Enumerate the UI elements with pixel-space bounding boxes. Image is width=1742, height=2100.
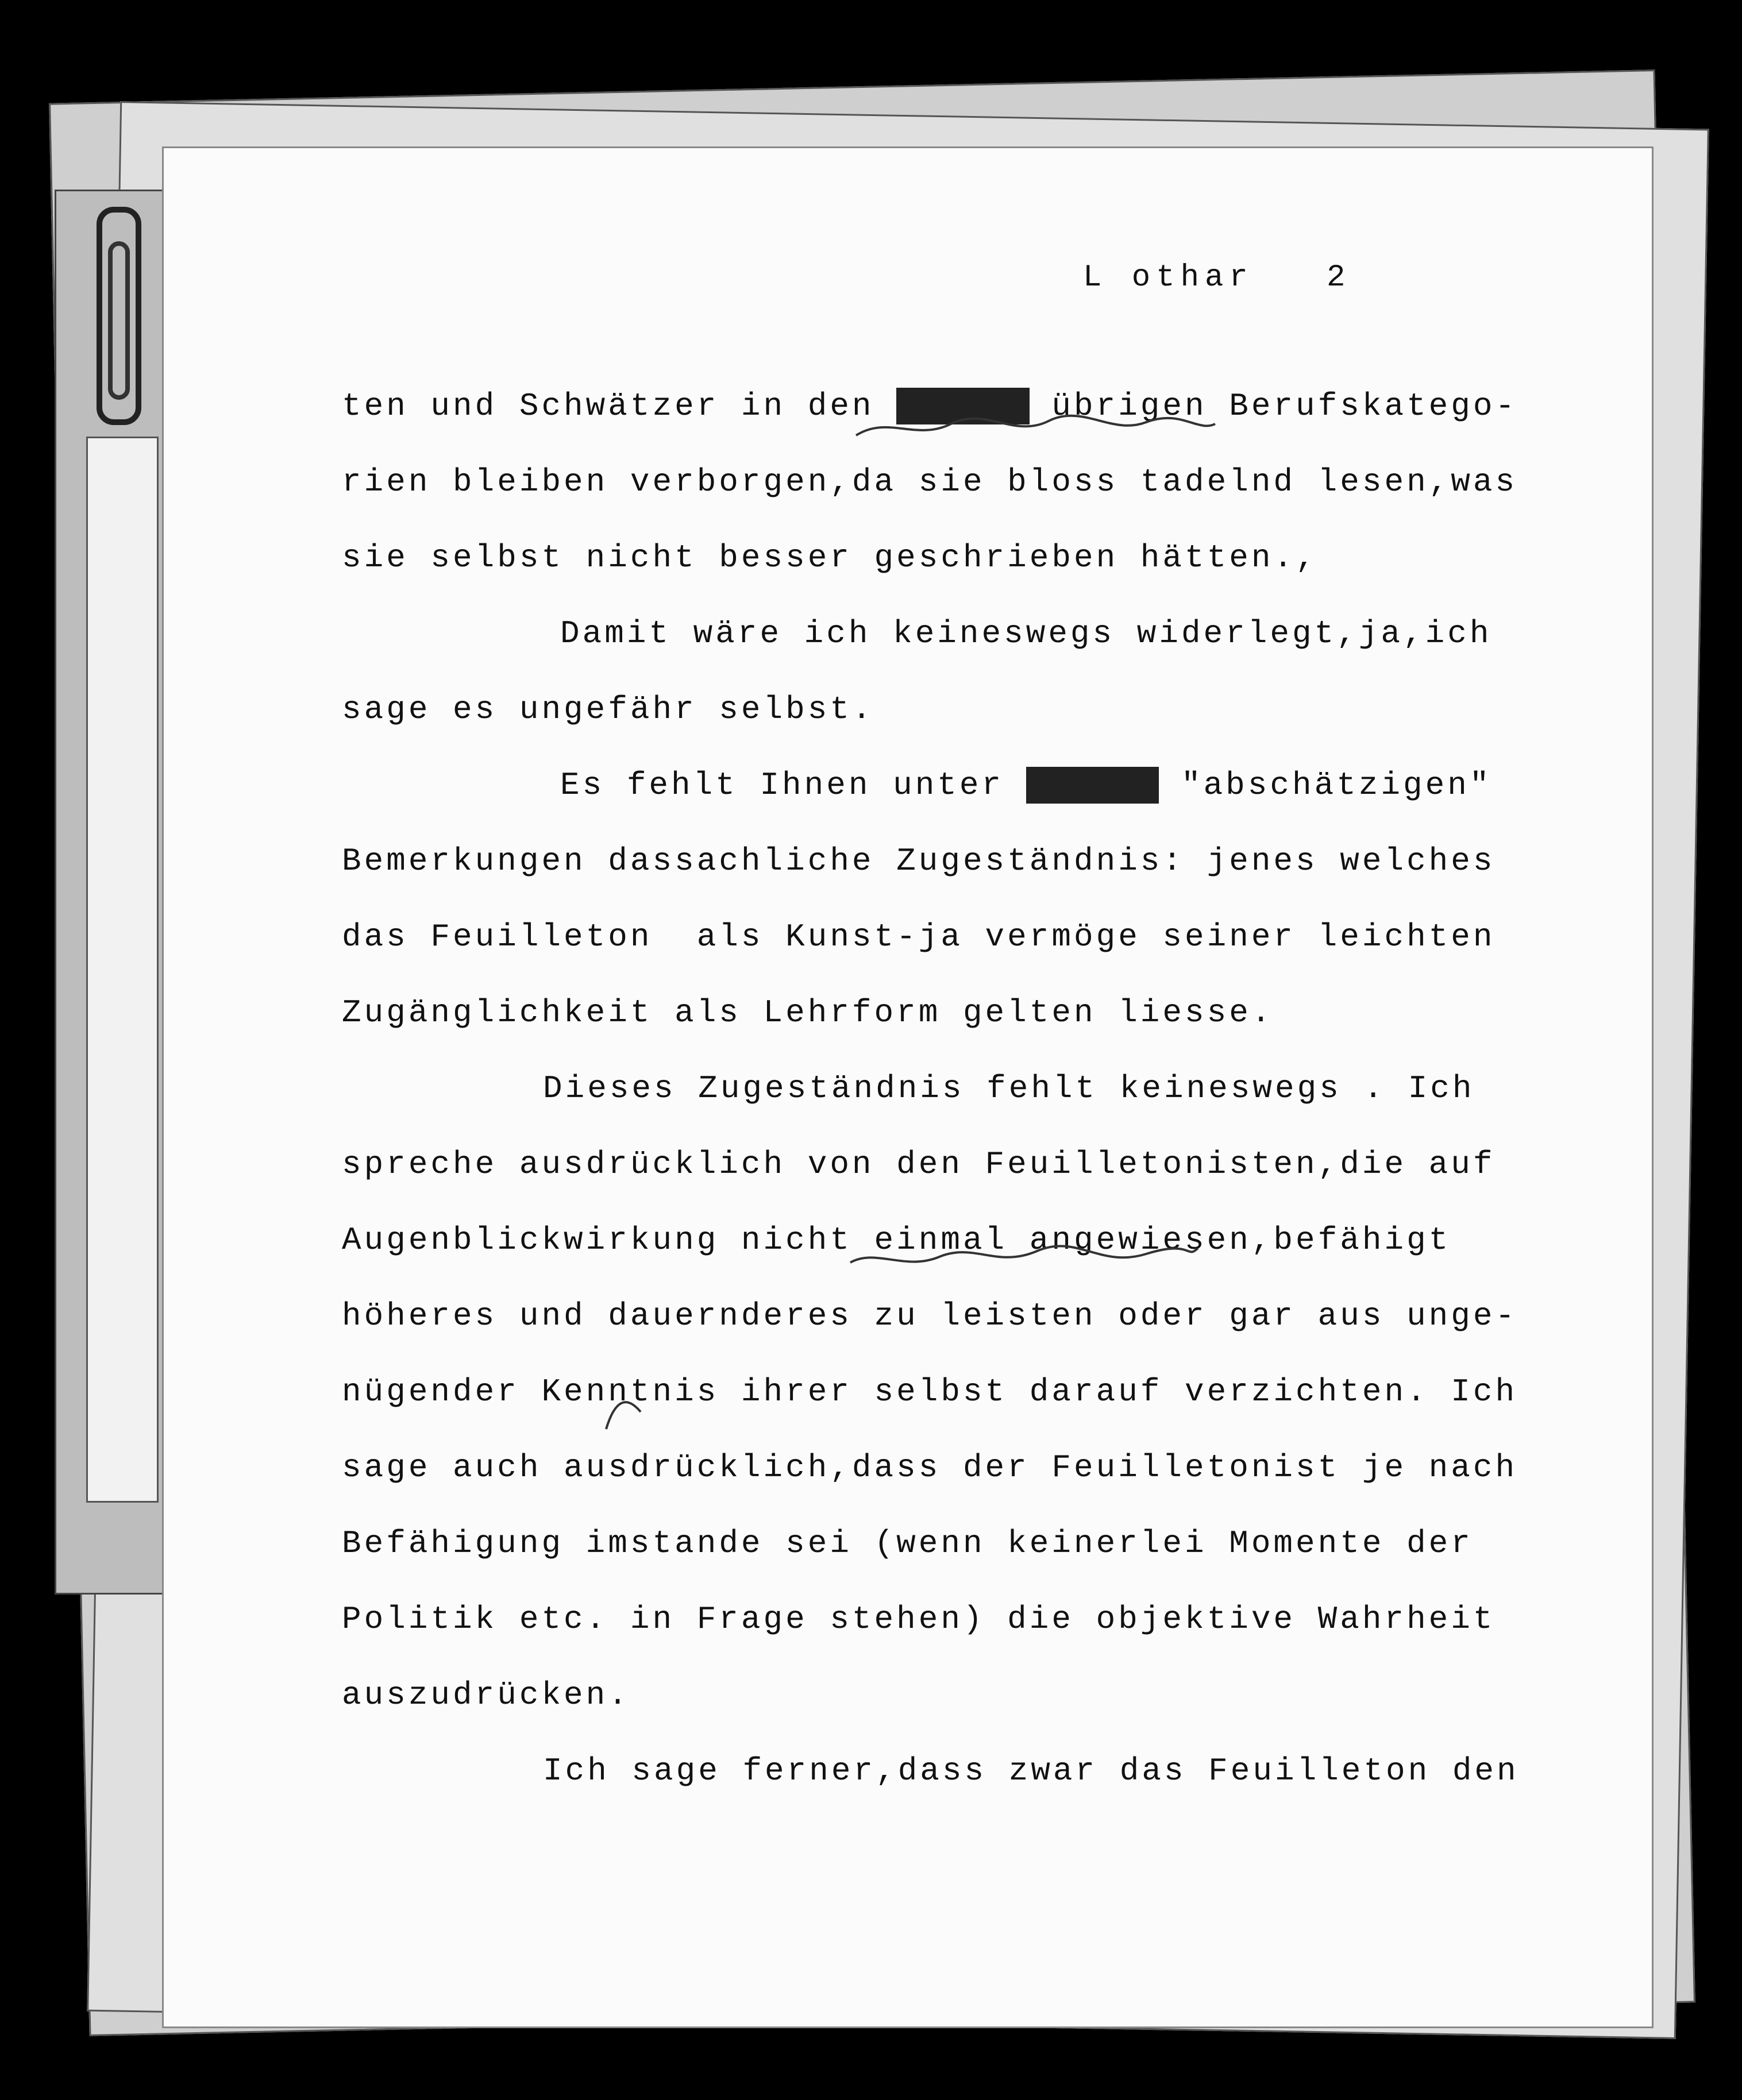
text-line-5: sage es ungefähr selbst. <box>342 691 874 728</box>
text-line-14: nügender Kenntnis ihrer selbst darauf verzichten. Ich <box>342 1373 1518 1410</box>
text-line-11: spreche ausdrücklich von den Feuilletonisten,die auf <box>342 1146 1496 1183</box>
text-line-4: Damit wäre ich keineswegs widerlegt,ja,ich <box>560 615 1492 652</box>
text-line-2: rien bleiben verborgen,da sie bloss tadelnd lesen,was <box>342 464 1518 500</box>
struck-out-word: Bxxxxx <box>896 388 1030 424</box>
text-line-13: höheres und dauernderes zu leisten oder gar aus unge- <box>342 1298 1518 1334</box>
handwritten-insert-mark <box>600 1389 646 1435</box>
letter-body <box>342 368 1606 1809</box>
paperclip-inner-loop <box>108 241 130 400</box>
text-line-10: Dieses Zugeständnis fehlt keineswegs . Ich <box>543 1070 1475 1107</box>
typed-letter-page <box>164 148 1652 2026</box>
text-line-6 <box>342 747 1606 823</box>
struck-out-word: meinen <box>1026 767 1159 804</box>
text-line-7: Bemerkungen dassachliche Zugeständnis: jenes welches <box>342 843 1496 879</box>
underlying-page-strip <box>86 437 159 1503</box>
text-line-12: Augenblickwirkung nicht einmal angewiesen,befähigt <box>342 1222 1451 1259</box>
text-line-9: Zugänglichkeit als Lehrform gelten liesse. <box>342 994 1274 1031</box>
text-line-3: sie selbst nicht besser geschrieben hätten., <box>342 539 1318 576</box>
handwritten-annotation-middle <box>847 1240 1204 1280</box>
text-line-16: Befähigung imstande sei (wenn keinerlei Momente der <box>342 1525 1473 1562</box>
page-header: L othar 2 <box>1083 260 1351 295</box>
text-line-19: Ich sage ferner,dass zwar das Feuilleton den <box>543 1752 1519 1789</box>
text-line-18: auszudrücken. <box>342 1677 630 1713</box>
line-1-end: übrigen Berufskatego- <box>1029 388 1518 424</box>
line-6-start: Es fehlt Ihnen unter <box>560 767 1026 804</box>
line-1-start: ten und Schwätzer in den <box>342 388 897 424</box>
text-line-17: Politik etc. in Frage stehen) die objektive Wahrheit <box>342 1601 1496 1638</box>
text-line-8: das Feuilleton als Kunst-ja vermöge seiner leichten <box>342 918 1496 955</box>
text-line-15: sage auch ausdrücklich,dass der Feuilletonist je nach <box>342 1449 1518 1486</box>
handwritten-annotation-top <box>853 410 1221 450</box>
line-6-end: "abschätzigen" <box>1159 767 1492 804</box>
